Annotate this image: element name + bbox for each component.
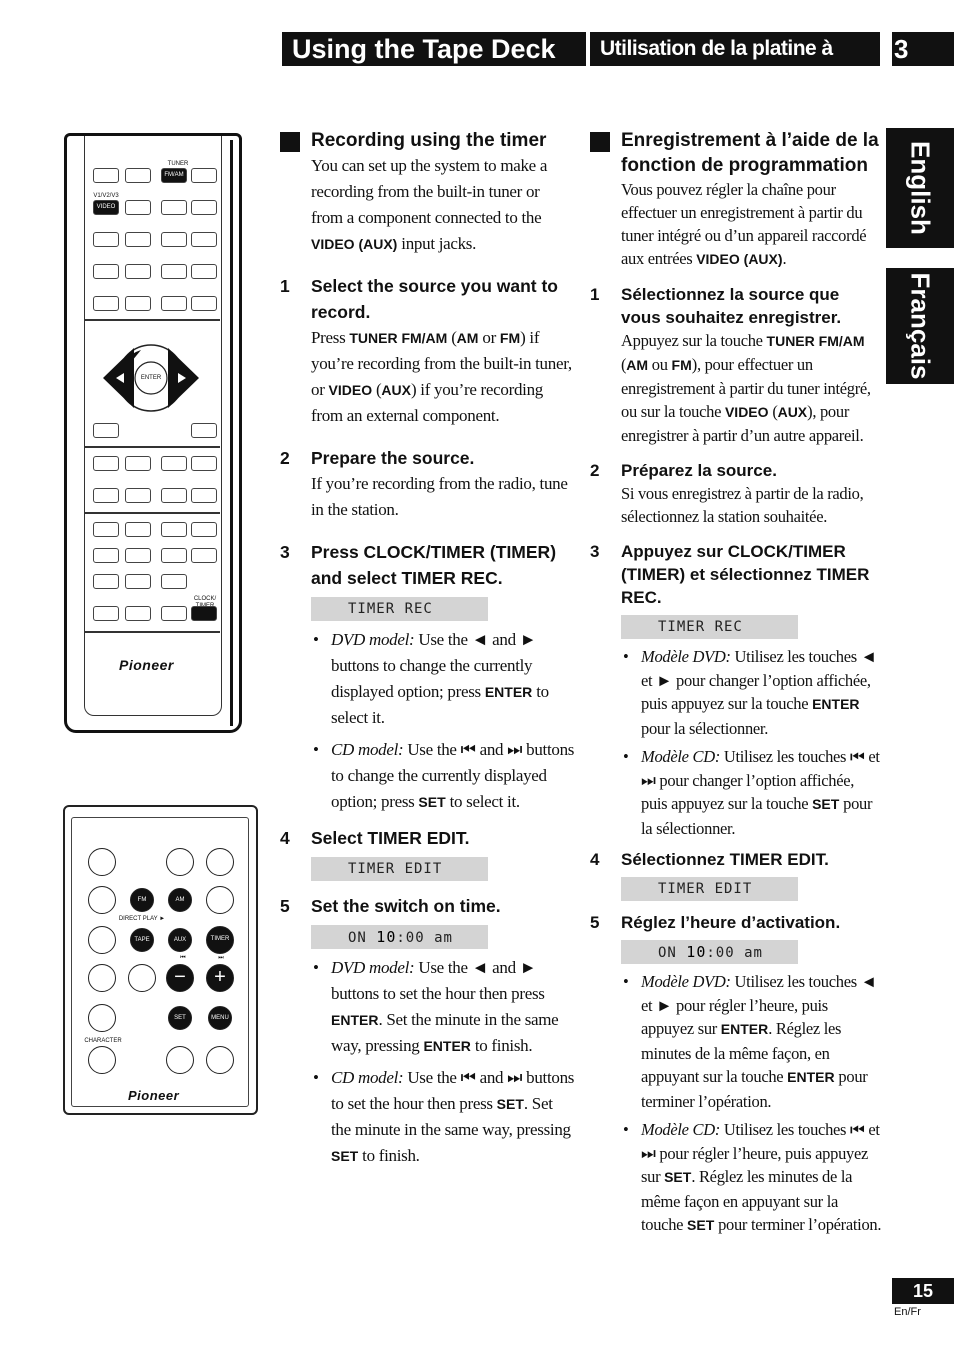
video-button: VIDEO <box>93 200 119 215</box>
remote-button <box>125 200 151 215</box>
direct-play-label: DIRECT PLAY ► <box>118 916 166 922</box>
remote-button <box>161 574 187 589</box>
list-item: • DVD model: Use the ◄ and ► buttons to change the currently displayed option; press ENTER to select it. <box>311 627 575 731</box>
remote-divider <box>85 512 220 514</box>
remote-button <box>93 574 119 589</box>
remote-button <box>93 423 119 438</box>
step-3-bullets <box>621 645 882 840</box>
step-5-bullets <box>621 970 882 1238</box>
chapter-number: 3 <box>886 32 954 66</box>
list-item: • Modèle DVD: Utilisez les touches ◄ et ► pour changer l’option affichée, puis appuyez sur la touche ENTER pour la sélectionner. <box>621 645 882 740</box>
remote-button <box>93 488 119 503</box>
lcd-display-on-time: ON 10:00 am <box>621 940 798 964</box>
remote-button <box>161 548 187 563</box>
remote-divider <box>85 631 220 633</box>
am-button: AM <box>168 888 192 912</box>
remote-button <box>93 168 119 183</box>
remote-button <box>161 456 187 471</box>
remote-button <box>93 264 119 279</box>
remote-button <box>161 200 187 215</box>
remote-button <box>125 168 151 183</box>
remote-button <box>93 232 119 247</box>
pioneer-logo: Pioneer <box>128 1088 180 1103</box>
list-item: • CD model: Use the ⏮ and ⏭ buttons to change the currently displayed option; press SET to select it. <box>311 737 575 815</box>
header-title-english: Using the Tape Deck <box>282 32 586 66</box>
language-code: En/Fr <box>894 1306 921 1318</box>
page-number: 15 <box>892 1278 954 1304</box>
enter-label: ENTER <box>140 375 162 381</box>
remote-button <box>125 296 151 311</box>
step-4-title: 4 Sélectionnez TIMER EDIT. <box>590 850 829 869</box>
remote-round-button <box>128 964 156 992</box>
intro-paragraph: Vous pouvez régler la chaîne pour effectuer un enregistrement à partir du tuner intégré ou d’un appareil raccordé aux entrées VIDEO (AUX). <box>621 180 867 268</box>
remote-button <box>161 522 187 537</box>
remote-round-button <box>206 1046 234 1074</box>
step-1-title: 1 Sélectionnez la source que vous souhaitez enregistrer. <box>590 285 842 327</box>
fm-button: FM <box>130 888 154 912</box>
step-5-title: 5 Réglez l’heure d’activation. <box>590 913 841 932</box>
remote-round-button <box>88 848 116 876</box>
remote-button <box>191 522 217 537</box>
remote-button <box>191 168 217 183</box>
lcd-display-on-time: ON 10:00 am <box>311 925 488 949</box>
remote-button <box>125 456 151 471</box>
remote-button <box>191 200 217 215</box>
remote-button <box>125 488 151 503</box>
remote-body <box>71 817 249 1107</box>
lcd-display-timer-rec: TIMER REC <box>621 615 798 639</box>
remote-button <box>191 456 217 471</box>
clock-timer-label: CLOCK/ <box>193 596 217 602</box>
header-title-french: Utilisation de la platine à cassettes <box>590 32 880 66</box>
section-heading-french: Enregistrement à l’aide de la fonction de programmation <box>590 128 882 178</box>
remote-button <box>125 522 151 537</box>
timer-button: TIMER <box>206 926 234 954</box>
step-3-title: 3 Press CLOCK/TIMER (TIMER) and select TIMER REC. <box>280 542 557 588</box>
list-item: • Modèle CD: Utilisez les touches ⏮ et ⏭ pour changer l’option affichée, puis appuyez sur la touche SET pour la sélectionner. <box>621 745 882 840</box>
lcd-display-timer-edit: TIMER EDIT <box>311 857 488 881</box>
remote-control-dvd-illustration <box>64 133 242 733</box>
step-5-title: 5 Set the switch on time. <box>280 896 501 916</box>
remote-button <box>161 488 187 503</box>
step-2-text: Si vous enregistrez à partir de la radio, sélectionnez la station souhaitée. <box>621 484 864 526</box>
aux-button: AUX <box>168 928 192 952</box>
remote-round-button <box>206 886 234 914</box>
character-label: CHARACTER <box>84 1038 122 1044</box>
remote-button <box>191 264 217 279</box>
fm-am-button: FM/AM <box>161 168 187 183</box>
tab-english: English <box>886 128 954 248</box>
step-1-title: 1 Select the source you want to record. <box>280 276 558 322</box>
remote-button <box>125 232 151 247</box>
remote-button <box>93 296 119 311</box>
v1v2v3-label: V1/V2/V3 <box>93 193 119 199</box>
list-item: • Modèle CD: Utilisez les touches ⏮ et ⏭ pour régler l’heure, puis appuyez sur SET. Réglez les minutes de la même façon en appuyant sur la touche SET pour terminer l’opération. <box>621 1118 882 1238</box>
remote-button <box>191 296 217 311</box>
remote-button <box>191 548 217 563</box>
remote-edge <box>230 140 233 726</box>
intro-paragraph: You can set up the system to make a recording from the built-in tuner or from a component connected to the VIDEO (AUX) input jacks. <box>311 156 548 253</box>
remote-button <box>93 606 119 621</box>
step-2-text: If you’re recording from the radio, tune in the station. <box>311 474 568 519</box>
tuner-label: TUNER <box>167 161 189 167</box>
list-item: • Modèle DVD: Utilisez les touches ◄ et ► pour régler l’heure, puis appuyez sur ENTER. Réglez les minutes de la même façon, en appuyant sur la touche ENTER pour terminer l’opération. <box>621 970 882 1113</box>
step-4-title: 4 Select TIMER EDIT. <box>280 828 470 848</box>
tab-francais: Français <box>886 268 954 384</box>
french-column <box>590 128 882 1243</box>
remote-button <box>125 264 151 279</box>
remote-button <box>161 232 187 247</box>
plus-icon: + <box>206 964 234 992</box>
remote-button <box>191 488 217 503</box>
remote-button <box>161 606 187 621</box>
remote-round-button <box>88 964 116 992</box>
step-3-bullets <box>311 627 575 815</box>
remote-button <box>161 264 187 279</box>
pioneer-logo: Pioneer <box>119 657 174 673</box>
remote-button <box>93 456 119 471</box>
clock-timer-button <box>191 606 217 621</box>
remote-button <box>93 522 119 537</box>
remote-round-button <box>88 1046 116 1074</box>
english-column <box>280 128 575 1175</box>
set-button: SET <box>168 1006 192 1030</box>
next-icon: ⏭ <box>218 955 224 961</box>
remote-button <box>191 232 217 247</box>
remote-body <box>84 136 222 716</box>
remote-button <box>125 606 151 621</box>
remote-button <box>125 574 151 589</box>
remote-button <box>161 296 187 311</box>
remote-round-button <box>166 848 194 876</box>
lcd-display-timer-rec: TIMER REC <box>311 597 488 621</box>
step-2-title: 2 Prepare the source. <box>280 448 475 468</box>
step-2-title: 2 Préparez la source. <box>590 461 777 480</box>
remote-button <box>125 548 151 563</box>
remote-round-button <box>88 926 116 954</box>
minus-icon: − <box>166 964 194 992</box>
tape-button: TAPE <box>130 928 154 952</box>
remote-button <box>191 423 217 438</box>
step-1-text: Press TUNER FM/AM (AM or FM) if you’re recording from the built-in tuner, or VIDEO (AUX) if you’re recording from an external component. <box>311 328 572 425</box>
remote-round-button <box>88 1004 116 1032</box>
remote-divider <box>85 319 220 321</box>
step-3-title: 3 Appuyez sur CLOCK/TIMER (TIMER) et sélectionnez TIMER REC. <box>590 542 870 607</box>
step-1-text: Appuyez sur la touche TUNER FM/AM (AM ou FM), pour effectuer un enregistrement à partir du tuner intégré, ou sur la touche VIDEO (AUX), pour enregistrer à partir d’un autre appareil. <box>621 331 871 445</box>
remote-round-button <box>166 1046 194 1074</box>
section-heading-english: Recording using the timer <box>280 128 575 153</box>
section-marker-icon <box>590 132 610 152</box>
lcd-display-timer-edit: TIMER EDIT <box>621 877 798 901</box>
dpad-illustration <box>96 342 206 414</box>
remote-divider <box>85 446 220 448</box>
menu-button: MENU <box>208 1006 232 1030</box>
list-item: • DVD model: Use the ◄ and ► buttons to set the hour then press ENTER. Set the minute in the same way, pressing ENTER to finish. <box>311 955 575 1059</box>
list-item: • CD model: Use the ⏮ and ⏭ buttons to set the hour then press SET. Set the minute in the same way, pressing SET to finish. <box>311 1065 575 1169</box>
prev-icon: ⏮ <box>180 955 186 961</box>
remote-round-button <box>206 848 234 876</box>
section-marker-icon <box>280 132 300 152</box>
step-5-bullets <box>311 955 575 1169</box>
remote-control-cd-illustration <box>63 805 258 1115</box>
remote-round-button <box>88 886 116 914</box>
remote-button <box>93 548 119 563</box>
